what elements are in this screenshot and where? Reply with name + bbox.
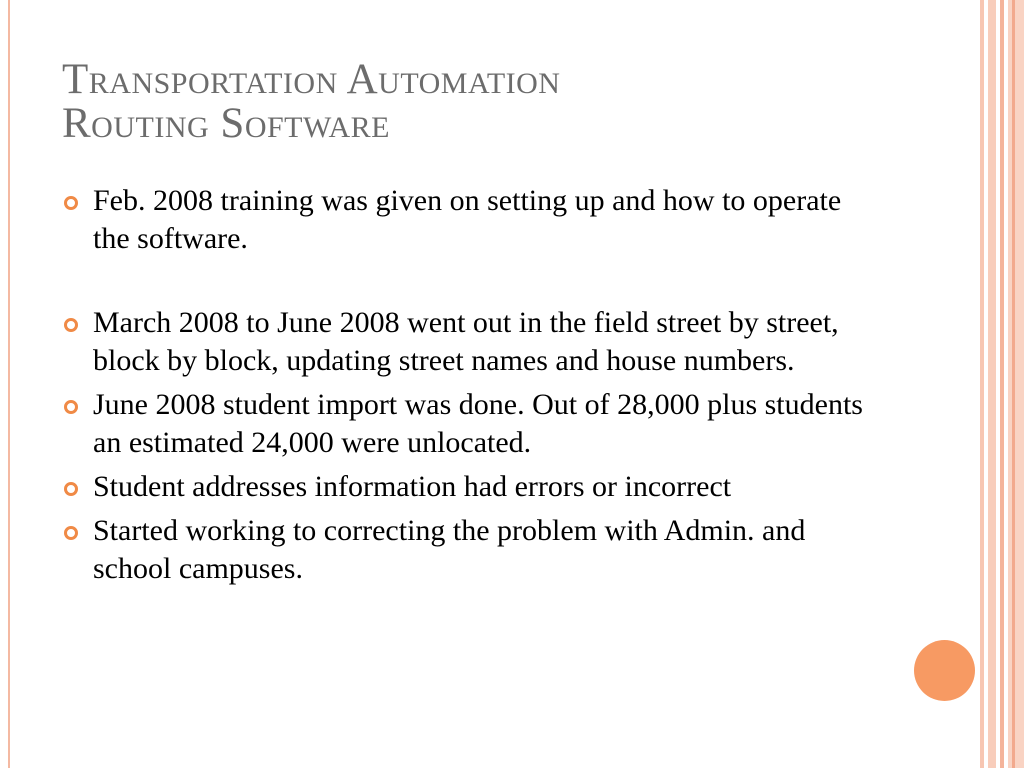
ring-bullet-icon [64, 526, 78, 540]
bullet-item [64, 304, 864, 380]
bullet-text: Student addresses information had errors or incorrect [93, 470, 732, 503]
bullet-text: March 2008 to June 2008 went out in the field street by street, block by block, updating street names and house numbers. [93, 306, 839, 377]
right-decorative-stripe [980, 0, 984, 768]
slide-title [62, 58, 922, 146]
bullet-item [64, 468, 864, 506]
slide-title-line-1: Transportation Automation [62, 56, 561, 103]
ring-bullet-icon [64, 482, 78, 496]
ring-bullet-icon [64, 318, 78, 332]
bullet-text: Started working to correcting the problem with Admin. and school campuses. [93, 514, 806, 585]
right-decorative-stripe [1000, 0, 1004, 768]
right-decorative-stripe [1008, 0, 1024, 768]
bullet-list [64, 182, 864, 594]
bullet-text: June 2008 student import was done. Out of 28,000 plus students an estimated 24,000 were unlocated. [93, 388, 863, 459]
left-border-line [8, 0, 10, 768]
bullet-item [64, 182, 864, 258]
orange-circle-decoration [914, 640, 975, 701]
right-decorative-stripe [1012, 0, 1015, 768]
bullet-text: Feb. 2008 training was given on setting up and how to operate the software. [93, 184, 842, 255]
slide-title-line-2: Routing Software [62, 100, 390, 147]
bullet-item [64, 386, 864, 462]
ring-bullet-icon [64, 400, 78, 414]
right-decorative-stripe [988, 0, 996, 768]
ring-bullet-icon [64, 196, 78, 210]
bullet-item [64, 512, 864, 588]
